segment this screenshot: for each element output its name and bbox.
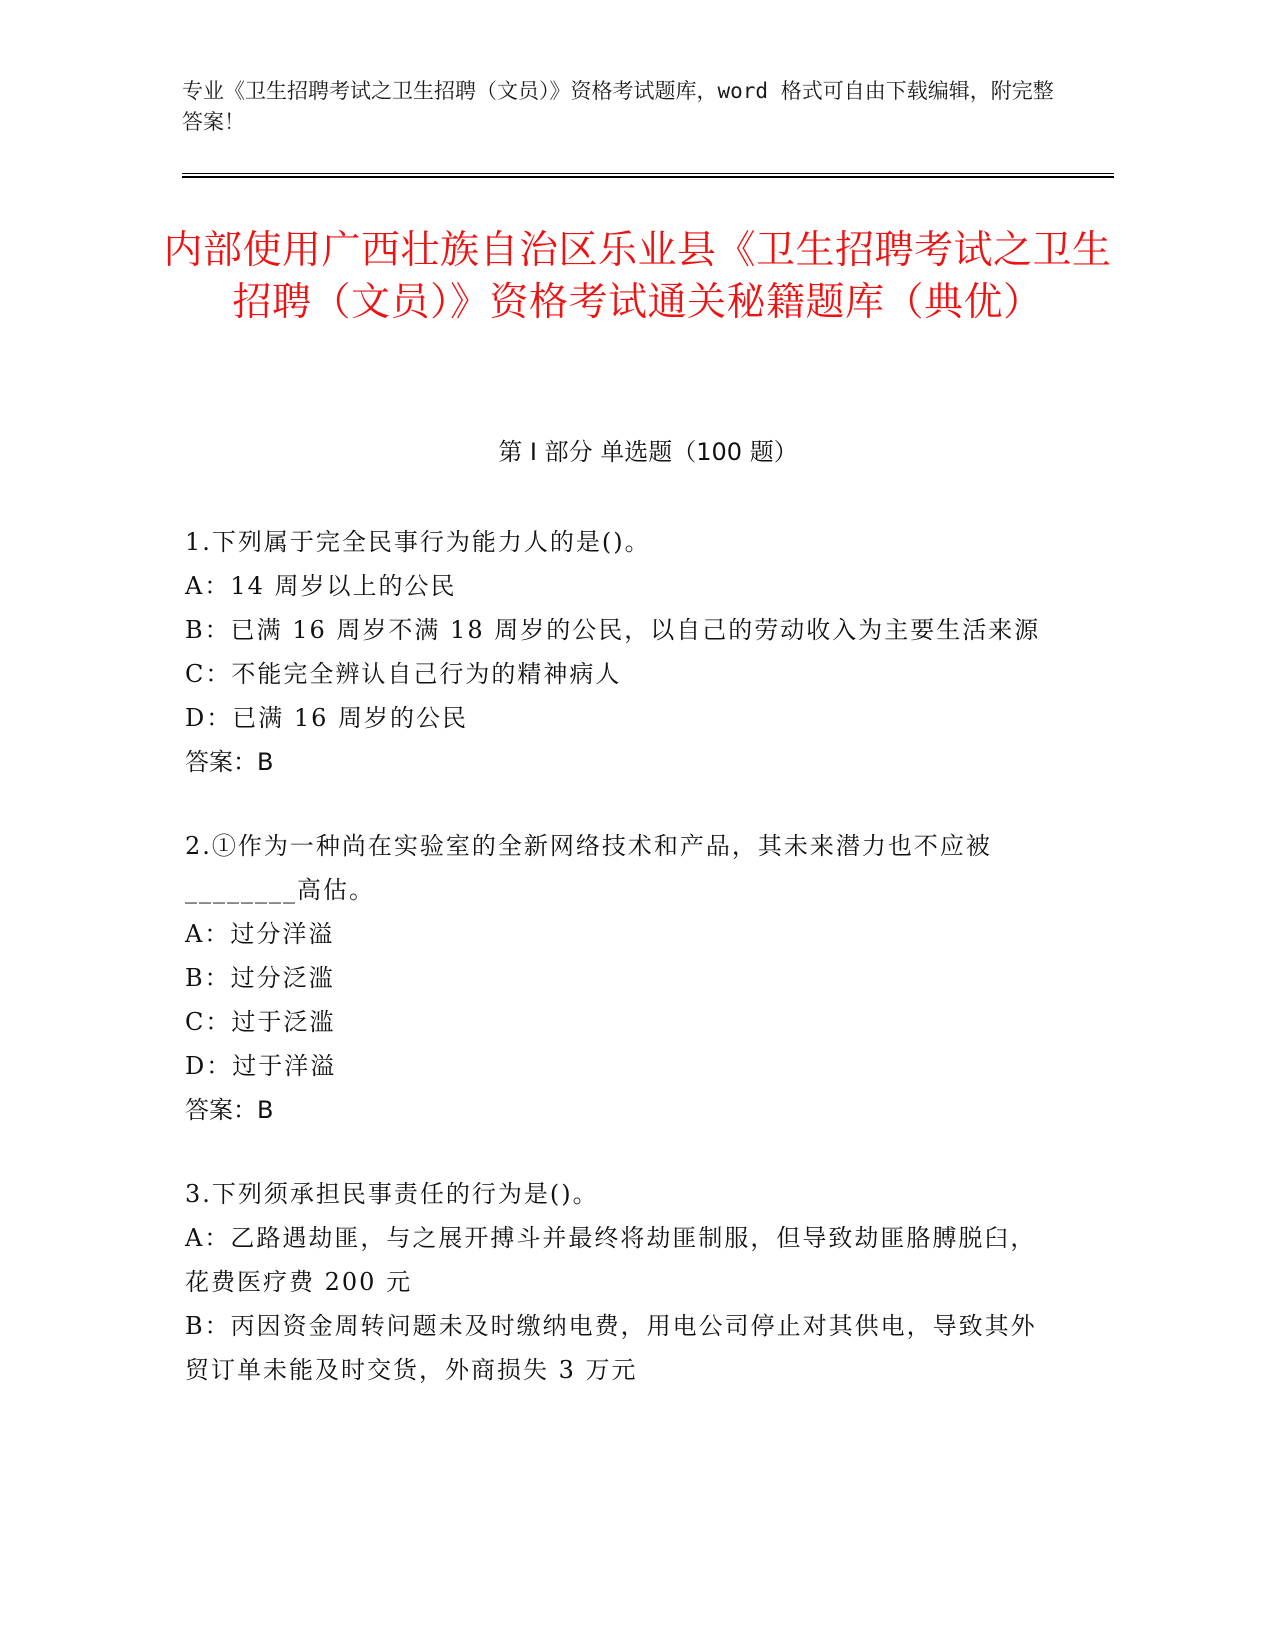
- question-stem: 1.下列属于完全民事行为能力人的是()。: [185, 528, 651, 556]
- question-2: [185, 824, 1055, 1132]
- option-b: B：已满 16 周岁不满 18 周岁的公民，以自己的劳动收入为主要生活来源: [185, 616, 1041, 644]
- answer-label: 答案：B: [185, 748, 274, 776]
- option-d: D：已满 16 周岁的公民: [185, 704, 469, 732]
- section-heading: 第 I 部分 单选题（100 题）: [498, 438, 798, 466]
- option-b: B：丙因资金周转问题未及时缴纳电费，用电公司停止对其供电，导致其外贸订单未能及时交货，外商损失 3 万元: [185, 1312, 1037, 1384]
- question-stem: 3.下列须承担民事责任的行为是()。: [185, 1180, 599, 1208]
- option-b: B：过分泛滥: [185, 964, 335, 992]
- question-stem: 2.①作为一种尚在实验室的全新网络技术和产品，其未来潜力也不应被________高估。: [185, 832, 992, 904]
- question-3: [185, 1172, 1055, 1392]
- question-1: [185, 520, 1055, 784]
- answer-label: 答案：B: [185, 1096, 274, 1124]
- option-a: A：14 周岁以上的公民: [185, 572, 457, 600]
- option-d: D：过于洋溢: [185, 1052, 337, 1080]
- option-a: A：过分洋溢: [185, 920, 335, 948]
- header-note: 专业《卫生招聘考试之卫生招聘（文员）》资格考试题库，word 格式可自由下载编辑，附完整答案！: [182, 79, 1054, 134]
- option-c: C：过于泛滥: [185, 1008, 336, 1036]
- document-title: 内部使用广西壮族自治区乐业县《卫生招聘考试之卫生招聘（文员）》资格考试通关秘籍题库（典优）: [163, 228, 1112, 325]
- option-a: A：乙路遇劫匪，与之展开搏斗并最终将劫匪制服，但导致劫匪胳膊脱臼，花费医疗费 200 元: [185, 1224, 1037, 1296]
- option-c: C：不能完全辨认自己行为的精神病人: [185, 660, 622, 688]
- header-divider: [182, 173, 1114, 178]
- question-list: [185, 520, 1055, 1432]
